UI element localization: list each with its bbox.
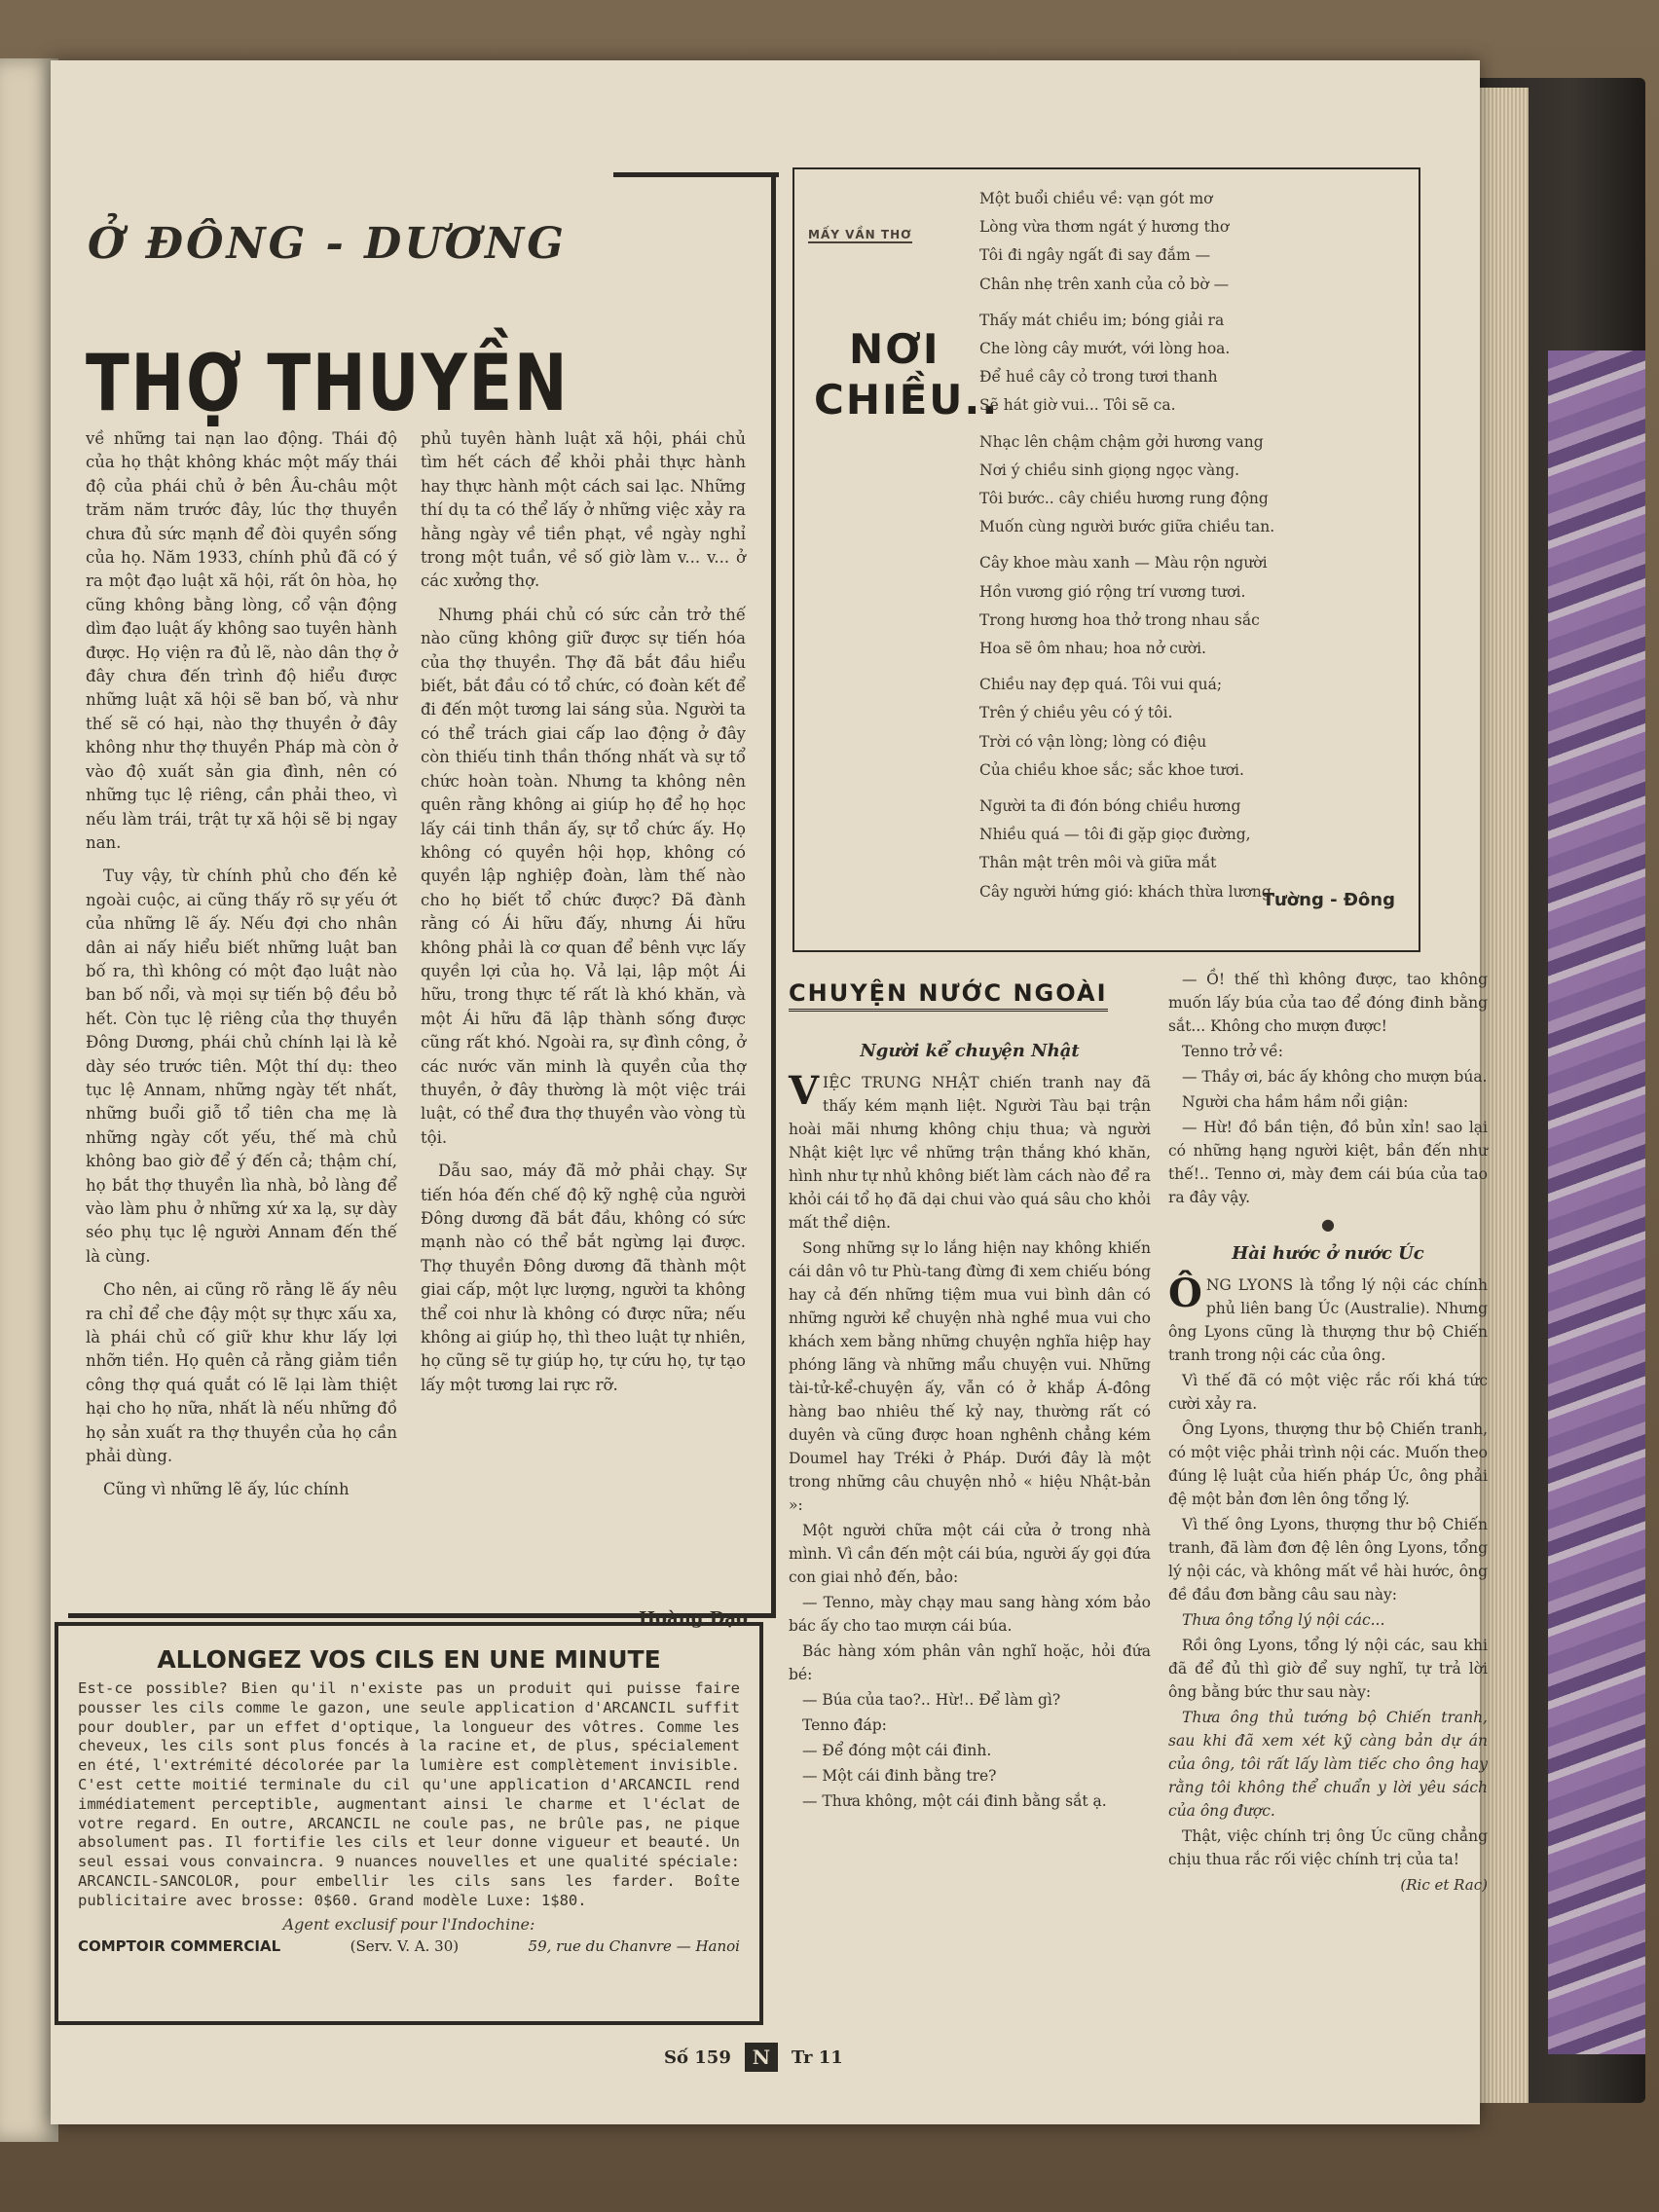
- article-author: Hoàng Đạo: [638, 1608, 748, 1629]
- paragraph: Dẫu sao, máy đã mở phải chạy. Sự tiến hóa đến chế độ kỹ nghệ của người Đông dương đã bắt đầu, không có sức mạnh nào có thể bắt ngừng lại được. Thợ thuyền Đông dương đã thành một giai cấp, một lực lượng, người ta không thể coi như là không có được nữa; nếu không ai giúp họ, thì theo luật tự nhiên, họ cũng sẽ tự giúp họ, tự cứu họ, tự tạo lấy một tương lai rực rỡ.: [421, 1161, 746, 1394]
- ad-agent: Agent exclusif pour l'Indochine:: [282, 1914, 535, 1934]
- facing-page-edge: [0, 58, 58, 2142]
- paragraph: — Để đóng một cái đinh.: [802, 1742, 992, 1759]
- paragraph-text: NG LYONS là tổng lý nội các chính phủ liên bang Úc (Australie). Nhưng ông Lyons cũng là thượng thư bộ Chiến tranh trong nội các của ông.: [1168, 1276, 1488, 1364]
- paragraph: — Một cái đinh bằng tre?: [802, 1767, 997, 1785]
- paragraph: Cho nên, ai cũng rõ rằng lẽ ấy nêu ra chỉ để che đậy một sự thực xấu xa, là phái chủ cố giữ khư khư lấy lợi nhỡn tiền. Họ quên cả rằng giảm tiền công thợ quá quắt có lẽ lại làm thiệt hại cho họ nữa, nhất là nếu những đồ họ sản xuất ra thợ thuyền của họ cần phải dùng.: [86, 1280, 397, 1466]
- verse: Chiều nay đẹp quá. Tôi vui quá;: [979, 676, 1223, 694]
- paragraph: Nhưng phái chủ có sức cản trở thế nào cũng không giữ được sự tiến hóa của thợ thuyền. Thợ đã bắt đầu hiểu biết, bắt đầu có tổ chức, có đoàn kết để đi đến một tương lai sáng sủa. Người ta có thể trách giai cấp lao động ở đây còn thiếu tinh thần thống nhất và sự tổ chức hoàn toàn. Nhưng ta không nên quên rằng không ai giúp họ để họ học lấy cái tinh thần ấy, sự tổ chức ấy. Họ không có quyền hội họp, không có quyền lập nghiệp đoàn, làm thế nào cho họ biết tổ chức được? Đã đành rằng có Ái hữu đấy, nhưng Ái hữu không phải là cơ quan để bênh vực lấy quyền lợi của họ. Vả lại, lập một Ái hữu, trong thực tế rất là khó khăn, và một Ái hữu đã lập thành sống được cũng rất khó. Ngoài ra, sự đình công, ở các nước văn minh là quyền của thợ thuyền, ở đây thường là một việc trái luật, có thể đưa thợ thuyền vào vòng tù tội.: [421, 605, 746, 1147]
- verse: Thân mật trên môi và giữa mắt: [979, 854, 1217, 872]
- verse: Cây khoe màu xanh — Màu rộn người: [979, 554, 1268, 572]
- verse: Hồn vương gió rộng trí vương tươi.: [979, 582, 1246, 601]
- ad-serv: (Serv. V. A. 30): [350, 1936, 460, 1955]
- article-headline: THỢ THUYỀN: [86, 338, 570, 428]
- section-header: CHUYỆN NƯỚC NGOÀI: [789, 979, 1108, 1012]
- paragraph: — Ồ! thế thì không được, tao không muốn lấy búa của tao để đóng đinh bằng sắt... Không cho mượn được!: [1168, 971, 1488, 1035]
- poem-title-line-2: CHIỀU..: [814, 376, 1000, 424]
- paragraph: — Thưa không, một cái đinh bằng sắt ạ.: [802, 1792, 1107, 1810]
- paragraph: Ông Lyons, thượng thư bộ Chiến tranh, có một việc phải trình nội các. Muốn theo đúng lệ luật của hiến pháp Úc, ông phải đệ một bản đơn lên ông tổng lý.: [1168, 1420, 1488, 1508]
- paragraph: [1168, 1273, 1488, 1367]
- paragraph: [789, 1068, 1151, 1235]
- article-frame: [68, 172, 776, 1629]
- article-column-1: [86, 427, 397, 1512]
- paragraph: phủ tuyên hành luật xã hội, phái chủ tìm hết cách để khỏi phải thực hành hay thực hành một cách sai lạc. Những thí dụ ta có thể lấy ở những việc xảy ra hằng ngày về tiền phạt, về ngày nghỉ trong một tuần, về số giờ làm v... v... ở các xưởng thợ.: [421, 429, 746, 591]
- verse: Hoa sẽ ôm nhau; hoa nở cười.: [979, 640, 1206, 658]
- stanza: [979, 549, 1408, 663]
- advertisement: [55, 1622, 763, 2025]
- paragraph: Thưa ông thủ tướng bộ Chiến tranh, sau khi đã xem xét kỹ càng bản dự án của ông, tôi rất lấy làm tiếc cho ông hay rằng tôi không thể chuẩn y lời yêu sách của ông được.: [1168, 1709, 1488, 1820]
- verse: Trên ý chiều yêu có ý tôi.: [979, 704, 1173, 722]
- verse: Để huề cây cỏ trong tươi thanh: [979, 368, 1218, 387]
- story-signoff: (Ric et Rac): [1400, 1876, 1488, 1894]
- newspaper-page: [51, 60, 1488, 2124]
- page-footer: [664, 2043, 843, 2072]
- issue-number: Số 159: [664, 2046, 731, 2068]
- verse: Trời có vận lòng; lòng có điệu: [979, 732, 1207, 751]
- bullet-separator: ●: [1321, 1215, 1335, 1234]
- ad-footer: [78, 1937, 740, 1955]
- paragraph: Thưa ông tổng lý nội các...: [1182, 1611, 1385, 1629]
- paragraph: — Tenno, mày chạy mau sang hàng xóm bảo bác ấy cho tao mượn cái búa.: [789, 1594, 1151, 1635]
- verse: Cây người hứng gió: khách thừa lương.: [979, 882, 1276, 901]
- foreign-column-1: [789, 1034, 1151, 1815]
- ad-address: 59, rue du Chanvre — Hanoi: [528, 1936, 740, 1955]
- verse: Trong hương hoa thở trong nhau sắc: [979, 610, 1260, 629]
- frame-rule: [613, 172, 779, 177]
- paragraph: về những tai nạn lao động. Thái độ của họ thật không khác một mấy thái độ của phái chủ ở bên Âu-châu một trăm năm trước đây, lúc thợ thuyền chưa đủ sức mạnh để đòi quyền sống của họ. Năm 1933, chính phủ đã có ý ra một đạo luật xã hội, rất ôn hòa, họ cũng không bằng lòng, cổ vận động dìm đạo luật ấy không sao tuyên hành được. Họ viện ra đủ lẽ, nào dân thợ ở đây chưa đến trình độ hiểu được những luật xã hội sẽ ban bố, và như thế sẽ có hại, nào thợ thuyền ở đây không như thợ thuyền Pháp mà còn ở vào độ xuất sản gia đình, nên có những tục lệ riêng, cần phải theo, vì nếu làm trái, trật tự xã hội sẽ bị ngay nan.: [86, 429, 397, 852]
- verse: Của chiều khoe sắc; sắc khoe tươi.: [979, 760, 1244, 779]
- article-column-2: [421, 427, 746, 1407]
- verse: Muốn cùng người bước giữa chiều tan.: [979, 518, 1275, 536]
- paragraph: — Hừ! đồ bần tiện, đồ bủn xỉn! sao lại có những hạng người kiệt, bần đến như thế!.. Tenno ơi, mày đem cái búa của tao ra đây vậy.: [1168, 1119, 1488, 1206]
- verse: Lòng vừa thơm ngát ý hương thơ: [979, 218, 1230, 237]
- paragraph: Vì thế đã có một việc rắc rối khá tức cười xảy ra.: [1168, 1372, 1488, 1413]
- paragraph: Tenno đáp:: [802, 1716, 887, 1734]
- ad-title: ALLONGEZ VOS CILS EN UNE MINUTE: [157, 1645, 661, 1674]
- verse: Tôi đi ngây ngất đi say đắm —: [979, 246, 1211, 265]
- paragraph: Vì thế ông Lyons, thượng thư bộ Chiến tranh, đã làm đơn đệ lên ông Lyons, tổng lý nội các, và không mất về hài hước, ông đề đầu đơn bằng câu sau này:: [1168, 1516, 1488, 1604]
- ad-company: COMPTOIR COMMERCIAL: [78, 1936, 281, 1955]
- poem-body: [979, 185, 1408, 914]
- story-title: Hài hước ở nước Úc: [1232, 1243, 1424, 1264]
- poem-section-label: MẤY VẦN THƠ: [808, 228, 912, 241]
- stanza: [979, 185, 1408, 299]
- drop-cap: V: [789, 1068, 820, 1114]
- paragraph: Một người chữa một cái cửa ở trong nhà mình. Vì cần đến một cái búa, người ấy gọi đứa con giai nhỏ đến, bảo:: [789, 1522, 1151, 1586]
- poem-title-line-1: NƠI: [849, 325, 940, 373]
- verse: Người ta đi đón bóng chiều hương: [979, 797, 1241, 816]
- newspaper-logo-icon: N: [745, 2043, 778, 2072]
- story-title: Người kể chuyện Nhật: [860, 1041, 1080, 1061]
- drop-cap: Ô: [1168, 1271, 1202, 1316]
- paragraph: Tenno trở về:: [1182, 1043, 1283, 1060]
- stanza: [979, 307, 1408, 421]
- verse: Sẽ hát giờ vui... Tôi sẽ ca.: [979, 396, 1176, 415]
- paragraph: — Búa của tao?.. Hừ!.. Để làm gì?: [802, 1691, 1061, 1709]
- paragraph: Tuy vậy, từ chính phủ cho đến kẻ ngoài cuộc, ai cũng thấy rõ sự yếu ớt của những lẽ ấy. Nếu đợi cho nhân dân ai nấy hiểu biết những luật ban bố ra, thì không có một đạo luật nào ban bố nổi, và mọi sự tiến bộ đều bỏ hết. Còn tục lệ riêng của thợ thuyền Đông Dương, phái chủ chính lại là kẻ dày séo trước tiên. Một thí dụ: theo tục lệ Annam, những ngày tết nhất, những buổi giỗ tổ tiên cha mẹ là những ngày cốt yếu, thế mà chủ không bao giờ để ý đến cả; thậm chí, họ bắt thợ thuyền lìa nhà, bỏ làng để vào làm phu ở những xứ xa lạ, sự dày séo phụ tục lệ người Annam đến thế là cùng.: [86, 866, 397, 1266]
- poem-box: [793, 167, 1420, 952]
- foreign-column-2: [1168, 968, 1488, 1897]
- paragraph: Rồi ông Lyons, tổng lý nội các, sau khi đã để đủ thì giờ để suy nghĩ, tự trả lời ông bằng bức thư sau này:: [1168, 1637, 1488, 1701]
- paragraph-text: IỆC TRUNG NHẬT chiến tranh nay đã thấy kém mạnh liệt. Người Tàu bại trận hoài mãi nhưng không chịu thua; và người Nhật kiệt lực về những trận thắng khó khăn, hình như tự nhủ không biết làm cách nào để ra khỏi cái tổ họ đã dại chui vào quá sâu cho khỏi mất thể diện.: [789, 1074, 1151, 1232]
- stanza: [979, 671, 1408, 785]
- ad-body: Est-ce possible? Bien qu'il n'existe pas un produit qui puisse faire pousser les cils comme le gazon, une seule application d'ARCANCIL suffit pour doubler, par un effet d'optique, la longueur des vôtres. Comme les cheveux, les cils sont plus foncés à la racine et, de plus, spécialement en été, l'extrémité décolorée par la lumière est complètement invisible. C'est cette moitié terminale du cil qu'une application d'ARCANCIL rend immédiatement perceptible, augmentant ainsi le charme et l'éclat de votre regard. En outre, ARCANCIL ne coule pas, ne brûle pas, ne pique absolument pas. Il fortifie les cils et leur donne vigueur et beauté. Un seul essai vous convaincra. 9 nuances nouvelles et une qualité spéciale: ARCANCIL-SANCOLOR, pour embellir les cils sans les farder. Boîte publicitaire avec brosse: 0$60. Grand modèle Luxe: 1$80.: [78, 1679, 740, 1909]
- article-kicker: Ở ĐÔNG - DƯƠNG: [88, 219, 567, 269]
- paragraph: Song những sự lo lắng hiện nay không khiến cái dân vô tư Phù-tang đừng đi xem chiếu bóng hay cả đến những tiệm mua vui bình dân có những người kể chuyện nhà nghề mua vui cho khách xem bằng những chuyện nghĩa hiệp hay phóng lãng và những mẩu chuyện vui. Những tài-tử-kể-chuyện ấy, vẫn có ở khắp Á-đông hàng bao nhiêu thế kỷ nay, thường rất có duyên và cũng được hoan nghênh chẳng kém Doumel hay Tréki ở Pháp. Dưới đây là một trong những câu chuyện nhỏ « hiệu Nhật-bản »:: [789, 1239, 1151, 1514]
- poem-author: Tường - Đông: [1262, 890, 1395, 910]
- paragraph: Bác hàng xóm phân vân nghĩ hoặc, hỏi đứa bé:: [789, 1642, 1151, 1683]
- verse: Tôi bước.. cây chiều hương rung động: [979, 490, 1269, 508]
- verse: Nhạc lên chậm chậm gởi hương vang: [979, 432, 1264, 451]
- marbled-endpaper: [1548, 350, 1645, 2054]
- verse: Nơi ý chiều sinh giọng ngọc vàng.: [979, 461, 1240, 479]
- verse: Che lòng cây mướt, với lòng hoa.: [979, 340, 1231, 358]
- stanza: [979, 428, 1408, 542]
- paragraph: Người cha hầm hầm nổi giận:: [1182, 1093, 1409, 1111]
- paragraph: Thật, việc chính trị ông Úc cũng chẳng chịu thua rắc rối việc chính trị của ta!: [1168, 1827, 1488, 1868]
- verse: Chân nhẹ trên xanh của cỏ bờ —: [979, 275, 1230, 293]
- verse: Thấy mát chiều im; bóng giải ra: [979, 311, 1225, 329]
- page-number: Tr 11: [791, 2046, 843, 2068]
- verse: Nhiều quá — tôi đi gặp giọc đường,: [979, 826, 1251, 844]
- paragraph: Cũng vì những lẽ ấy, lúc chính: [103, 1480, 350, 1499]
- verse: Một buổi chiều về: vạn gót mơ: [979, 190, 1213, 207]
- paragraph: — Thầy ơi, bác ấy không cho mượn búa.: [1182, 1068, 1488, 1086]
